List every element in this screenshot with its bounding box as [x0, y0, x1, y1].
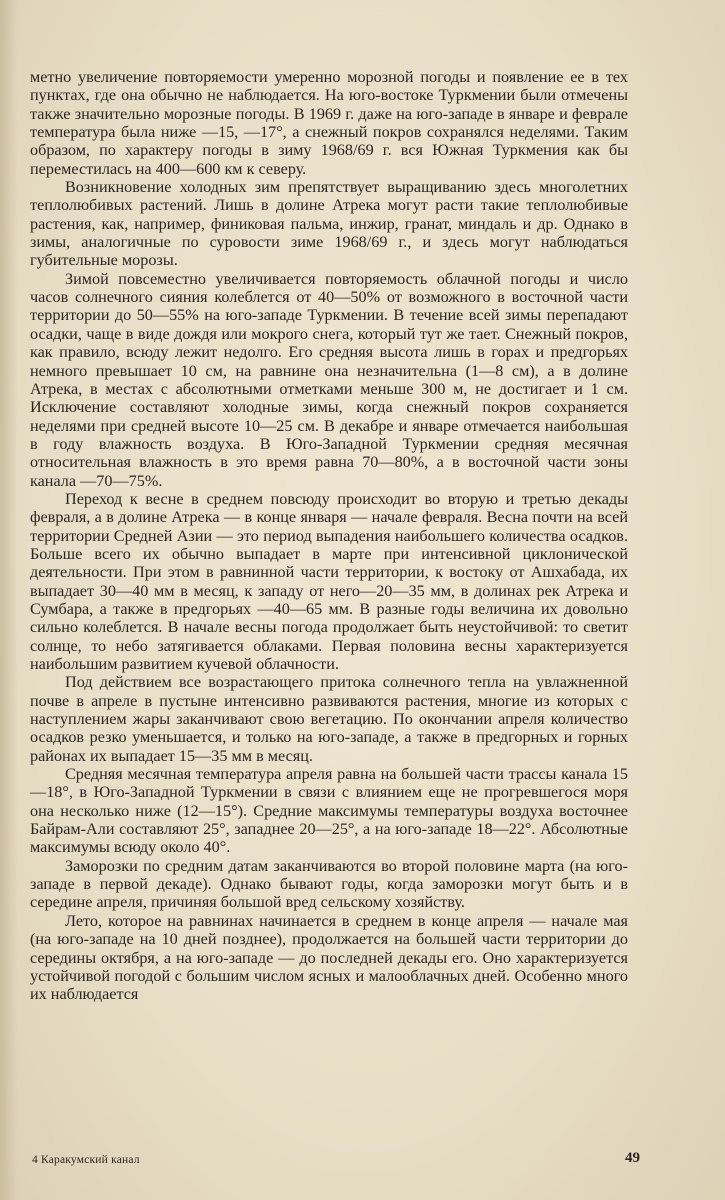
signature-mark: 4 Каракумский канал [32, 1154, 140, 1166]
paragraph-7: Заморозки по средним датам заканчиваются во второй половине марта (на юго-западе в первой декаде). Однако бывают годы, когда заморозки могут быть и в середине апреля, причиняя большой вред сельскому хозяйству. [30, 856, 628, 912]
paragraph-8: Лето, которое на равнинах начинается в среднем в конце апреля — начале мая (на юго-западе на 10 дней позднее), продолжается на большей части территории до середины октября, а на юго-западе — до последней декады его. Оно характеризуется устойчивой погодой с большим числом ясных и малооблачных дней. Особенно много их наблюдается [30, 911, 628, 1004]
body-text [30, 68, 628, 1004]
paragraph-5: Под действием все возрастающего притока солнечного тепла на увлажненной почве в апреле в пустыне интенсивно развиваются растения, многие из которых с наступлением жары заканчивают свою вегетацию. По окончании апреля количество осадков резко уменьшается, и только на юго-западе, а также в предгорных и горных районах их выпадает 15—35 мм в месяц. [30, 673, 628, 765]
paragraph-1: метно увеличение повторяемости умеренно морозной погоды и появление ее в тех пунктах, где она обычно не наблюдается. На юго-востоке Туркмении были отмечены также значительно морозные погоды. В 1969 г. даже на юго-западе в январе и феврале температура была ниже —15, —17°, а снежный покров сохранялся неделями. Таким образом, по характеру погоды в зиму 1968/69 г. вся Южная Туркмения как бы переместилась на 400—600 км к северу. [30, 68, 628, 178]
page-footer [30, 1150, 640, 1172]
paragraph-6: Средняя месячная температура апреля равна на большей части трассы канала 15—18°, в Юго-Западной Туркмении в связи с влиянием еще не прогревшегося моря она несколько ниже (12—15°). Средние максимумы температуры воздуха восточнее Байрам-Али составляют 25°, западнее 20—25°, а на юго-западе 18—22°. Абсолютные максимумы всюду около 40°. [30, 765, 628, 857]
page-number: 49 [625, 1150, 640, 1166]
paragraph-3: Зимой повсеместно увеличивается повторяемость облачной погоды и число часов солнечного сияния колеблется от 40—50% от возможного в восточной части территории до 50—55% на юго-западе Туркмении. В течение всей зимы перепадают осадки, чаще в виде дождя или мокрого снега, который тут же тает. Снежный покров, как правило, всюду лежит недолго. Его средняя высота лишь в горах и предгорьях немного превышает 10 см, на равнине она незначительна (1—8 см), а в долине Атрека, в местах с абсолютными отметками меньше 300 м, не достигает и 1 см. Исключение составляют холодные зимы, когда снежный покров сохраняется неделями при средней высоте 10—25 см. В декабре и январе отмечается наибольшая в году влажность воздуха. В Юго-Западной Туркмении средняя месячная относительная влажность в это время равна 70—80%, а в восточной части зоны канала —70—75%. [30, 269, 628, 490]
paragraph-2: Возникновение холодных зим препятствует выращиванию здесь многолетних теплолюбивых растений. Лишь в долине Атрека могут расти такие теплолюбивые растения, как, например, финиковая пальма, инжир, гранат, миндаль и др. Однако в зимы, аналогичные по суровости зиме 1968/69 г., и здесь могут наблюдаться губительные морозы. [30, 178, 628, 270]
paragraph-4: Переход к весне в среднем повсюду происходит во вторую и третью декады февраля, а в долине Атрека — в конце января — начале февраля. Весна почти на всей территории Средней Азии — это период выпадения наибольшего количества осадков. Больше всего их обычно выпадает в марте при интенсивной циклонической деятельности. При этом в равнинной части территории, к востоку от Ашхабада, их выпадает 30—40 мм в месяц, к западу от него—20—35 мм, в долинах рек Атрека и Сумбара, а также в предгорьях —40—65 мм. В разные годы величина их довольно сильно колеблется. В начале весны погода продолжает быть неустойчивой: то светит солнце, то небо затягивается облаками. Первая половина весны характеризуется наибольшим развитием кучевой облачности. [30, 489, 628, 673]
